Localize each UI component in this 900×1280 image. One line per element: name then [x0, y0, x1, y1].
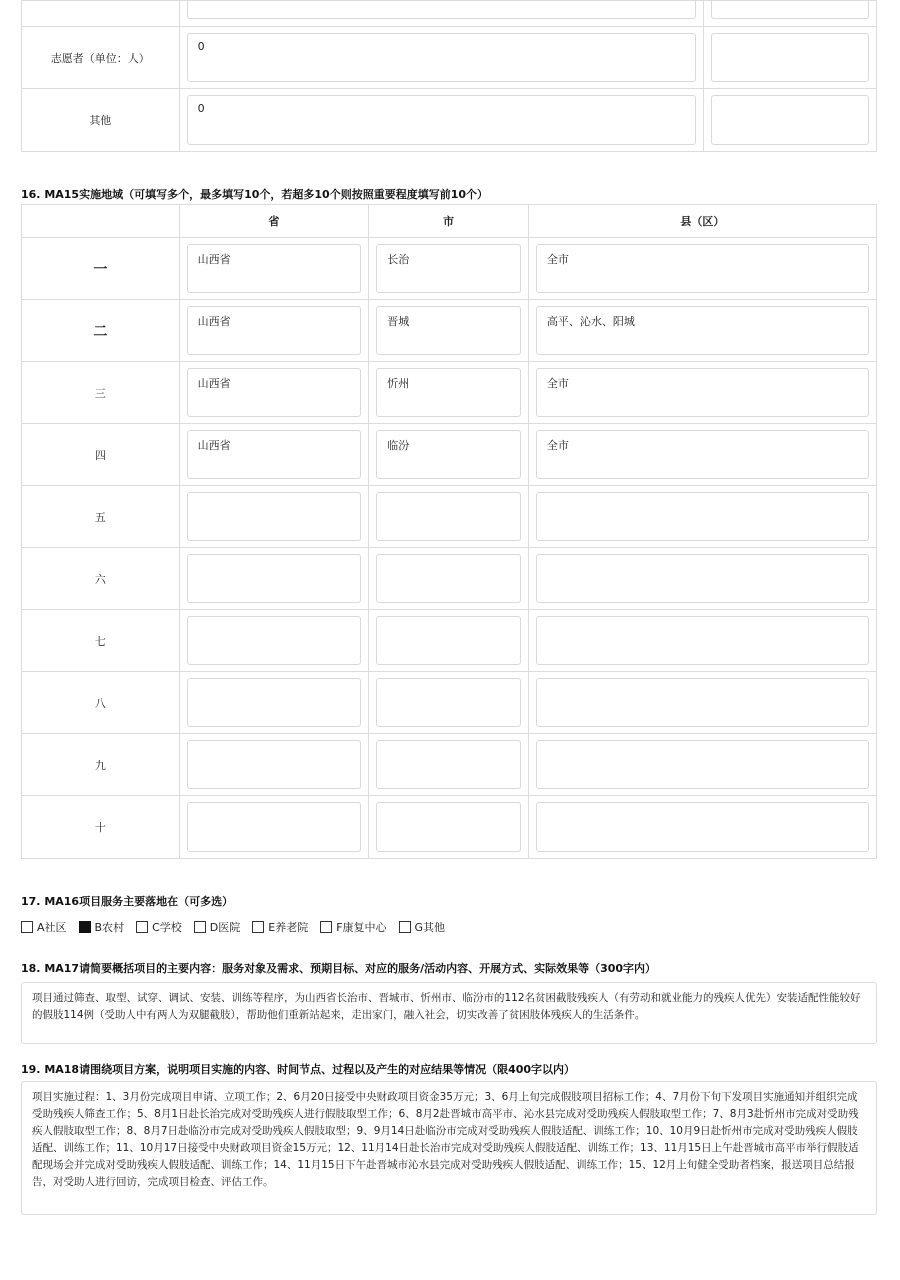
province-input[interactable]: [187, 492, 362, 541]
province-input[interactable]: 山西省: [187, 430, 362, 479]
county-input[interactable]: [536, 802, 869, 852]
region-row: [22, 238, 876, 300]
volunteer-extra-input[interactable]: [711, 33, 869, 82]
province-input[interactable]: 山西省: [187, 306, 362, 355]
volunteer-label: 志愿者（单位：人）: [22, 27, 180, 88]
table-row: [22, 1, 876, 27]
region-ordinal: 一: [22, 238, 180, 299]
option-label: F康复中心: [336, 921, 387, 934]
region-ordinal: 十: [22, 796, 180, 858]
county-input[interactable]: [536, 740, 869, 789]
region-row: [22, 610, 876, 672]
other-count-input[interactable]: 0: [187, 95, 697, 145]
county-input[interactable]: [536, 554, 869, 603]
county-input[interactable]: 全市: [536, 244, 869, 293]
option-checkbox[interactable]: [194, 919, 240, 935]
checkbox-icon[interactable]: [79, 921, 91, 933]
checkbox-icon[interactable]: [21, 921, 33, 933]
county-input[interactable]: 全市: [536, 430, 869, 479]
header-county: 县（区）: [680, 215, 725, 228]
city-input[interactable]: [376, 554, 521, 603]
q18-textarea[interactable]: 项目通过筛查、取型、试穿、调试、安装、训练等程序，为山西省长治市、晋城市、忻州市、临汾市的112名贫困截肢残疾人（有劳动和就业能力的残疾人优先）安装适配性能较好的假肢114例（受助人中有两人为双腿截肢），帮助他们重新站起来，走出家门，融入社会，切实改善了贫困肢体残疾人的生活条件。: [21, 982, 877, 1044]
service-location-options: [21, 919, 445, 935]
region-row: [22, 300, 876, 362]
region-row: [22, 486, 876, 548]
city-input[interactable]: [376, 802, 521, 852]
option-checkbox[interactable]: [21, 919, 67, 935]
option-label: A社区: [37, 921, 67, 934]
region-ordinal: 四: [22, 424, 180, 485]
province-input[interactable]: [187, 554, 362, 603]
option-checkbox[interactable]: [79, 919, 125, 935]
volunteer-count-input[interactable]: 0: [187, 33, 697, 82]
region-row: [22, 672, 876, 734]
region-table: [21, 204, 877, 859]
checkbox-icon[interactable]: [399, 921, 411, 933]
region-row: [22, 734, 876, 796]
county-input[interactable]: [536, 616, 869, 665]
province-input[interactable]: 山西省: [187, 368, 362, 417]
table-row: [22, 89, 876, 151]
staff-count-table: [21, 0, 877, 152]
header-city: 市: [369, 205, 529, 237]
region-row: [22, 362, 876, 424]
option-label: C学校: [152, 921, 182, 934]
q16-title: 16. MA15实施地域（可填写多个，最多填写10个，若超多10个则按照重要程度填写前10个）: [21, 188, 489, 201]
province-input[interactable]: [187, 616, 362, 665]
option-label: D医院: [209, 921, 241, 934]
q19-title: 19. MA18请围绕项目方案，说明项目实施的内容、时间节点、过程以及产生的对应结果等情况（限400字以内）: [21, 1063, 576, 1076]
region-table-header: [22, 205, 876, 238]
city-input[interactable]: 晋城: [376, 306, 521, 355]
city-input[interactable]: [376, 740, 521, 789]
region-ordinal: 八: [22, 672, 180, 733]
county-input[interactable]: 全市: [536, 368, 869, 417]
header-province: 省: [180, 205, 370, 237]
option-checkbox[interactable]: [399, 919, 446, 935]
city-input[interactable]: [376, 678, 521, 727]
city-input[interactable]: [376, 492, 521, 541]
city-input[interactable]: 长治: [376, 244, 521, 293]
province-input[interactable]: [187, 678, 362, 727]
other-extra-input[interactable]: [711, 95, 869, 145]
region-ordinal: 七: [22, 610, 180, 671]
option-checkbox[interactable]: [252, 919, 308, 935]
checkbox-icon[interactable]: [194, 921, 206, 933]
other-label: 其他: [22, 89, 180, 151]
province-input[interactable]: [187, 802, 362, 852]
region-row: [22, 424, 876, 486]
county-input[interactable]: 高平、沁水、阳城: [536, 306, 869, 355]
region-ordinal: 五: [22, 486, 180, 547]
count-input[interactable]: [187, 1, 697, 19]
q18-title: 18. MA17请简要概括项目的主要内容：服务对象及需求、预期目标、对应的服务/活动内容、开展方式、实际效果等（300字内）: [21, 962, 657, 975]
q19-textarea[interactable]: 项目实施过程：1、3月份完成项目申请、立项工作；2、6月20日接受中央财政项目资金35万元；3、6月上旬完成假肢项目招标工作；4、7月份下旬下发项目实施通知并组织完成受助残疾人筛查工作；5、8月1日赴长治完成对受助残疾人进行假肢取型工作；6、8月2赴晋城市高平市、沁水县完成对受助残疾人假肢取型工作；7、8月3赴忻州市完成对受助残疾人假肢取型工作；8、8月7日赴临汾市完成对受助残疾人假肢取型；9、9月14日赴临汾市完成对受助残疾人假肢适配、训练工作；10、10月9日赴忻州市完成对受助残疾人假肢适配、训练工作；11、10月17日接受中央财政项目资金15万元；12、11月14日赴长治市完成对受助残疾人假肢适配、训练工作；13、11月15日上午赴晋城市高平市举行假肢适配现场会并完成对受助残疾人假肢适配、训练工作；14、11月15日下午赴晋城市沁水县完成对受助残疾人假肢适配、训练工作；15、12月上旬健全受助者档案，报送项目总结报告，对受助人进行回访，完成项目检查、评估工作。: [21, 1081, 877, 1215]
option-label: G其他: [414, 921, 446, 934]
region-ordinal: 二: [22, 300, 180, 361]
county-input[interactable]: [536, 678, 869, 727]
option-checkbox[interactable]: [320, 919, 386, 935]
extra-input[interactable]: [711, 1, 869, 19]
city-input[interactable]: [376, 616, 521, 665]
row-label: [22, 1, 180, 26]
province-input[interactable]: 山西省: [187, 244, 362, 293]
city-input[interactable]: 忻州: [376, 368, 521, 417]
option-label: E养老院: [268, 921, 309, 934]
table-row: [22, 27, 876, 89]
region-ordinal: 九: [22, 734, 180, 795]
checkbox-icon[interactable]: [136, 921, 148, 933]
option-checkbox[interactable]: [136, 919, 182, 935]
city-input[interactable]: 临汾: [376, 430, 521, 479]
county-input[interactable]: [536, 492, 869, 541]
region-row: [22, 796, 876, 858]
q17-title: 17. MA16项目服务主要落地在（可多选）: [21, 895, 234, 908]
region-row: [22, 548, 876, 610]
checkbox-icon[interactable]: [252, 921, 264, 933]
region-ordinal: 三: [22, 362, 180, 423]
option-label: B农村: [94, 921, 125, 934]
region-ordinal: 六: [22, 548, 180, 609]
province-input[interactable]: [187, 740, 362, 789]
checkbox-icon[interactable]: [320, 921, 332, 933]
